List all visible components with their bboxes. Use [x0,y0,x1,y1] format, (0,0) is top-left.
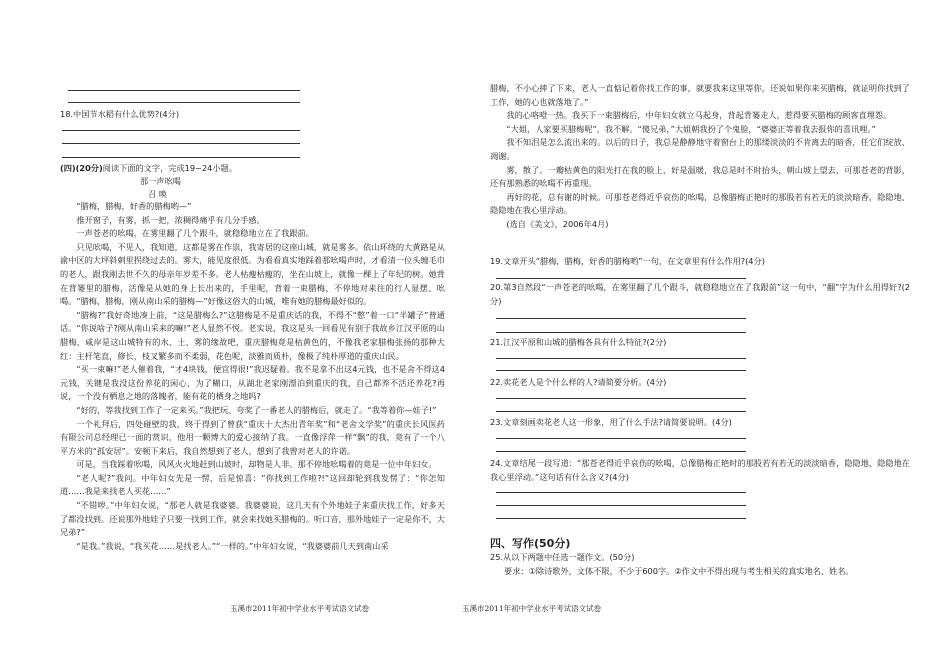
paragraph: “不错哕。”中年妇女说，“那老人就是我婆婆。我婆婆说，这几天有个外地娃子来重庆找工作，好多天了都没找到。还说那外地娃子只要一找到工作，就会来找她买腊梅的。听口音，那外地娃子一定是你不，大兄弟?” [60,500,445,538]
question-25: 25.从以下两题中任选一题作文。(50分) [490,552,635,562]
source-citation: (选自《美文》，2006年4月) [506,218,609,229]
page-footer: 玉溪市2011年初中学业水平考试语文试卷 [230,604,370,613]
answer-line[interactable] [496,438,746,439]
answer-line[interactable] [496,398,746,399]
question-18: 18.中国节水稻有什么优势?(4分) [60,109,180,119]
answer-line[interactable] [496,318,746,319]
story-title: 那一声吆喝 [140,176,181,186]
answer-line[interactable] [62,157,300,158]
paragraph: 只见吆喝，不见人，我知道，这都是雾在作祟，我寄居的这座山城，就是雾多。依山环绕的大黄路是从渝中区的大坪斜刺里拐绕过去的。雾大，能见度很低。为看看真实地踩着那吆喝声时，才看清一位头缠毛巾的老人，跟我刚去世不久的母亲年岁差不多。老人枯瘦枯瘦的，坐在山坡上，就像一棵上了年纪的树。她背在背篓里的腊梅，活像是从她的身上长出来的，手里呢，背着一束腊梅，不停地对来往的行人显摆、吆喝。“腊梅，腊梅，刚从南山采的腊梅—”好像这俗大的山城，唯有她的腊梅最好似的。 [60,241,445,307]
paragraph: 腊梅，不小心摔了下来，老人一直惦记着你找工作的事，就要我来这里等你，还说如果你来买腊梅，就证明你找到了工作，她的心也就落地了。” [490,83,910,107]
answer-line[interactable] [496,358,746,359]
question-19: 19.文章开头“腊梅，腊梅，好香的腊梅哟”一句，在文章里有什么作用?(4分) [490,256,765,266]
answer-line[interactable] [496,332,746,333]
answer-line[interactable] [496,370,746,371]
section-heading [60,163,237,174]
paragraph: 一个礼拜后，四处碰壁的我，终于得到了曾获“重庆十大杰出青年奖”和“老舍文学奖”的重庆长风医药有限公司总经理已一面的赏识，他用一颗博大的爱心接纳了我。一直像浮萍一样“飘”的我，竟有了一个八平方米的“孤安居”。安顿下来后，我自然想到了老人，想到了我曾对老人的许诺。 [60,418,445,456]
paragraph: 我不知泪是怎么流出来的。以后的日子，我总是静静地守着窗台上的那缕淡淡的不肯离去的暗香，任它们绽放、凋谢。 [490,137,910,161]
answer-line[interactable] [496,411,746,412]
story-text [60,200,445,600]
paragraph: 再好的花，总有谢的时候。可那苍老得近乎哀伤的吆喝，总像腊梅正艳时的那股若有若无的淡淡暗香，隐隐地、隐隐地在我心里浮动。 [490,191,910,216]
answer-line[interactable] [62,130,300,131]
paragraph: “腊梅?”我好奇地凑上前，“这是腊梅么?”这腊梅是不是重庆话的我，不得不“憋”着一口“半罐子”普通话。“你说啥子?刚从南山采来的嘛!”老人显然不悦。老实说，我这是头一回看见有别于我故乡江汉平原的山腊梅，咸岸是这山城特有的水、土、雾的缘故吧，重庆腊梅竟是枯黄色的，不像我老家腊梅张扬的那种大红：主杆笔直，修长，枝叉繁多而不柔弱，花色呢，淡雅而质朴，像极了纯朴厚道的重庆山民。 [60,309,445,361]
paragraph: “老人呢?”我问。中年妇女先是一愣，后是惊喜：“你找到工作啦?!”这回却轮到我发愣了：“你怎知道……我是来找老人买花……” [60,472,445,497]
question-21: 21.江汉平原和山城的腊梅各具有什么特征?(2分) [490,337,667,347]
section-instruction: 阅读下面的文字，完成19~24小题。 [102,163,237,173]
answer-line[interactable] [68,102,300,103]
answer-line[interactable] [68,90,300,91]
paragraph: 一声苍老的吆喝，在雾里翻了几个跟斗，就稳稳地立在了我跟前。 [76,228,314,239]
section-title: (四)(20分) [60,163,103,173]
answer-line[interactable] [496,492,746,493]
question-20: 20.第3自然段“一声苍老的吆喝，在雾里翻了几个跟斗，就稳稳地立在了我跟前”这一句中，“翻”字为什么用得好?(2分) [490,282,910,306]
paragraph: “腊梅，腊梅，好香的腊梅哟—” [76,201,192,211]
question-23: 23.文章刻画卖花老人这一形象，用了什么手法?请简要说明。(4分) [490,417,732,427]
writing-section-title: 四、写作(50分) [490,537,571,550]
answer-line[interactable] [496,505,746,506]
left-page [60,0,460,658]
paragraph: “买一束嘛!”老人催着我，“才4块钱，便宜得很!”我迟疑着。我不是拿不出这4元钱，也不是舍不得这4元钱，关键是我没这份养花的闲心，为了糊口，从湖北老家刚漂泊到重庆的我，自己都养不活还养花?再说，一个没有栖息之地的落魄者，能有花的栖身之地吗? [60,364,445,402]
answer-line[interactable] [62,143,300,144]
question-24: 24.文章结尾一段写道：“那苍老得近乎哀伤的吆喝，总像腊梅正艳时的那股若有若无的淡淡暗香，隐隐地、隐隐地在我心里浮动。”这句话有什么含义?(4分) [490,458,910,482]
answer-line[interactable] [496,451,746,452]
right-page [462,0,910,658]
paragraph: “是我。”我说，“我买花……是找老人。”“一样的。”中年妇女说，“我婆婆前几天到南山采 [76,540,389,551]
answer-line[interactable] [496,518,746,519]
question-22: 22.卖花老人是个什么样的人?请简要分析。(4分) [490,377,667,387]
paragraph: “大姐，人家要买腊梅呢”，我不解。“傻兄弟，”大姐朝我扮了个鬼脸，“婆婆正等着我去报你的喜讯哩。” [506,123,876,134]
paragraph: 推开窗子，有雾，抓一把，浓稠得痛乎有几分手感。 [76,214,265,225]
paragraph: 我的心咯噔一热。我买下一束腊梅后，中年妇女就立马起身，背起背篓走人，惹得要买腊梅的顾客直埋怨。 [506,110,892,121]
answer-line[interactable] [496,278,746,279]
page-footer: 玉溪市2011年初中学业水平考试语文试卷 [462,604,602,613]
question-25-requirements: 要求：①除诗歌外，文体不限，不少于600字。②作文中不得出现与考生相关的真实地名、姓名。 [504,566,854,576]
paragraph: 雾，散了。一瓣枯黄色的阳光打在我的脸上，好是温暖，我总是时不时抬头，朝山坡上望去，可那苍老的背影，还有那熟悉的吆喝不再重现。 [490,164,910,189]
paragraph: 可是，当我踩着吆喝，风风火火地赶到山坡时，却物是人非。那不停地吆喝着的竟是一位中年妇女。 [76,459,437,470]
story-author: 召 唤 [148,189,167,199]
paragraph: “好的，等我找到工作了一定来买。”我把玩、夸奖了一番老人的腊梅后，就走了。“我等着你—娃子!” [76,404,437,415]
story-continued [490,82,910,232]
